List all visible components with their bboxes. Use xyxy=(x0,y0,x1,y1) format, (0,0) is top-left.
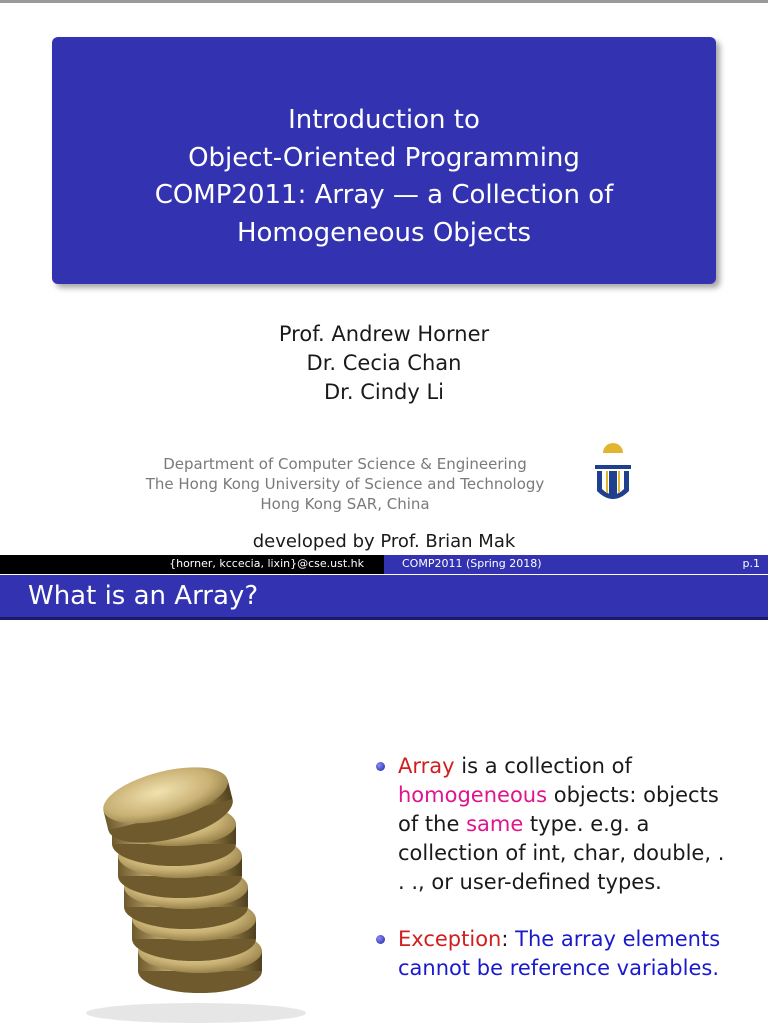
author-1: Prof. Andrew Horner xyxy=(278,322,490,346)
footer-course: COMP2011 (Spring 2018) xyxy=(402,557,542,570)
footer-right xyxy=(384,555,768,574)
bullet1-text-3: type. e.g. a collection of int, char, double, . . ., or user-defined types. xyxy=(398,812,725,894)
authors xyxy=(0,320,768,407)
title-line-1: Introduction to xyxy=(288,105,480,135)
top-border xyxy=(0,0,768,3)
affiliation-line-1: Department of Computer Science & Engineering xyxy=(163,455,527,473)
subtitle-line-1: COMP2011: Array — a Collection of xyxy=(154,180,614,210)
affiliation-line-3: Hong Kong SAR, China xyxy=(260,495,430,513)
footer-page-number: p.1 xyxy=(742,557,760,570)
bullet1-text-2: objects: objects of the xyxy=(398,783,719,836)
affiliation xyxy=(110,454,580,514)
university-logo xyxy=(590,441,636,509)
subtitle-line-2: Homogeneous Objects xyxy=(236,218,532,248)
bullet2-text-1: : xyxy=(501,927,516,951)
footer-left xyxy=(0,555,384,574)
bullet1-text-1: is a collection of xyxy=(454,754,632,778)
title-line-2: Object-Oriented Programming xyxy=(188,143,580,173)
author-3: Dr. Cindy Li xyxy=(323,380,444,404)
term-same: same xyxy=(466,812,524,836)
bullet-list xyxy=(376,752,736,983)
title-block xyxy=(52,37,716,284)
footer-authors: {horner, kccecia, lixin}@cse.ust.hk xyxy=(169,557,364,570)
affiliation-line-2: The Hong Kong University of Science and Technology xyxy=(145,475,545,493)
exception-detail: The array elements cannot be reference variables. xyxy=(398,927,721,980)
bullet-icon xyxy=(376,935,385,944)
bullet-item-exception xyxy=(376,925,736,983)
frame-title: What is an Array? xyxy=(28,581,259,611)
term-exception: Exception xyxy=(398,927,502,951)
slide-footer xyxy=(0,555,768,574)
bullet-icon xyxy=(376,762,385,771)
term-homogeneous: homogeneous xyxy=(398,783,548,807)
developed-by: developed by Prof. Brian Mak xyxy=(252,531,516,552)
coin-stack-image xyxy=(58,745,328,1024)
author-2: Dr. Cecia Chan xyxy=(306,351,462,375)
bullet-item-array xyxy=(376,752,736,897)
term-array: Array xyxy=(398,754,455,778)
